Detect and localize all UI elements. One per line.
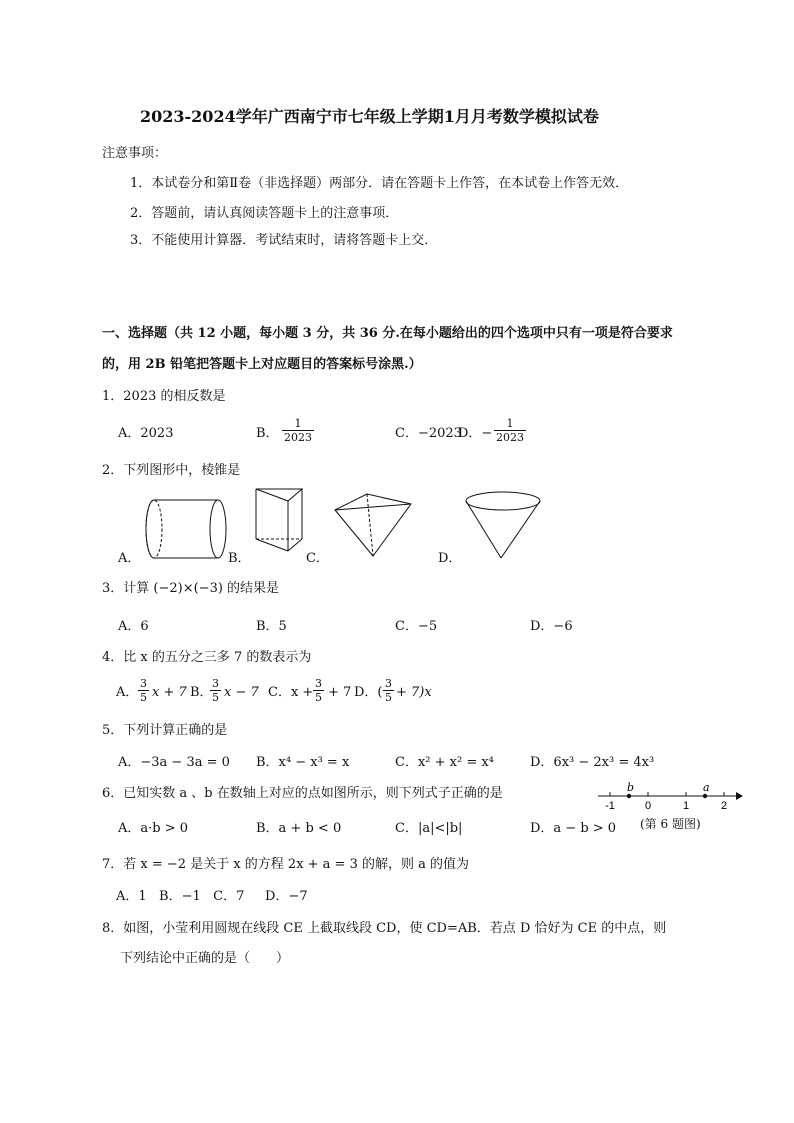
q4-c-fraction xyxy=(313,678,324,703)
section-heading-line1: 一、选择题（共 12 小题，每小题 3 分，共 36 分.在每小题给出的四个选项中只有一项是符合要求 xyxy=(102,326,673,341)
pyramid-figure xyxy=(333,492,413,558)
q4-stem: 4．比 x 的五分之三多 7 的数表示为 xyxy=(102,650,312,665)
q4-c-den: 5 xyxy=(315,691,322,704)
q4-a-fraction xyxy=(138,678,149,703)
q4-option-d-suffix: + 7)x xyxy=(396,685,432,700)
q5-option-d: D．6x³ − 2x³ = 4x³ xyxy=(530,755,655,770)
q6-stem: 6．已知实数 a 、b 在数轴上对应的点如图所示，则下列式子正确的是 xyxy=(102,786,503,801)
q1-b-denominator: 2023 xyxy=(284,431,312,444)
q5-stem: 5．下列计算正确的是 xyxy=(102,723,228,738)
q6-option-c: C．|a|<|b| xyxy=(395,821,463,836)
number-line-tick-label: 2 xyxy=(720,800,728,812)
q4-a-num: 3 xyxy=(140,677,147,690)
q2-option-d: D． xyxy=(438,551,462,566)
q1-option-b-fraction xyxy=(282,418,314,443)
q1-b-numerator: 1 xyxy=(294,417,302,430)
number-line-label-a: a xyxy=(703,781,710,794)
q1-option-c: C．−2023 xyxy=(395,426,462,441)
number-line-caption: (第 6 题图) xyxy=(640,817,701,831)
q4-b-num: 3 xyxy=(212,677,219,690)
q1-option-d-prefix: D．− xyxy=(458,426,493,441)
q4-a-den: 5 xyxy=(140,691,147,704)
q6-option-d: D．a − b > 0 xyxy=(530,821,617,836)
q1-option-b-prefix: B． xyxy=(256,426,279,441)
q7-options: A．1 B．−1 C．7 D．−7 xyxy=(116,889,308,904)
notice-item-1: 1．本试卷分和第Ⅱ卷（非选择题）两部分．请在答题卡上作答，在本试卷上作答无效． xyxy=(130,176,629,191)
q4-option-b-prefix: B． xyxy=(190,685,213,700)
q4-c-num: 3 xyxy=(315,677,322,690)
q4-option-d-prefix: D．( xyxy=(354,685,383,700)
q4-d-fraction xyxy=(383,678,394,703)
number-line-tick-label: -1 xyxy=(605,800,615,812)
q1-option-d-fraction xyxy=(494,418,526,443)
q6-option-b: B．a + b < 0 xyxy=(256,821,342,836)
number-line-point-a xyxy=(703,794,707,798)
q4-option-b-suffix: x − 7 xyxy=(224,685,259,700)
q2-stem: 2．下列图形中，棱锥是 xyxy=(102,463,241,478)
q1-d-denominator: 2023 xyxy=(496,431,524,444)
notice-item-2: 2．答题前，请认真阅读答题卡上的注意事项． xyxy=(130,206,399,221)
q3-option-c: C．−5 xyxy=(395,619,438,634)
number-line-arrow xyxy=(736,792,743,800)
q3-stem: 3．计算 (−2)×(−3) 的结果是 xyxy=(102,581,280,596)
number-line-point-b xyxy=(627,794,631,798)
q8-line2: 下列结论中正确的是（ ） xyxy=(120,951,290,966)
notice-heading: 注意事项： xyxy=(102,146,168,161)
q1-option-a: A．2023 xyxy=(118,426,174,441)
prism-figure xyxy=(254,487,306,553)
cone-figure xyxy=(463,490,543,560)
q5-option-b: B．x⁴ − x³ = x xyxy=(256,755,350,770)
q3-option-d: D．−6 xyxy=(530,619,573,634)
notice-item-3: 3．不能使用计算器．考试结束时，请将答题卡上交． xyxy=(130,233,438,248)
q1-stem: 1．2023 的相反数是 xyxy=(102,389,226,404)
q4-b-fraction xyxy=(210,678,221,703)
q4-d-den: 5 xyxy=(385,691,392,704)
q4-option-c-suffix: + 7 xyxy=(328,685,352,700)
q4-b-den: 5 xyxy=(212,691,219,704)
q4-option-c-prefix: C．x + xyxy=(268,685,314,700)
number-line-label-b: b xyxy=(627,781,635,794)
q2-option-c: C． xyxy=(306,551,329,566)
q4-option-a-suffix: x + 7 xyxy=(152,685,187,700)
number-line-tick-label: 1 xyxy=(682,800,690,812)
section-heading-line2: 的，用 2B 铅笔把答题卡上对应题目的答案标号涂黑.） xyxy=(102,357,422,372)
q3-option-b: B．5 xyxy=(256,619,287,634)
q7-stem: 7．若 x = −2 是关于 x 的方程 2x + a = 3 的解，则 a 的值为 xyxy=(102,857,470,872)
q8-line1: 8．如图，小莹利用圆规在线段 CE 上截取线段 CD，使 CD=AB．若点 D 恰好为 CE 的中点，则 xyxy=(102,921,667,936)
q5-option-a: A．−3a − 3a = 0 xyxy=(118,755,230,770)
q2-option-b: B． xyxy=(228,551,251,566)
number-line-tick-label: 0 xyxy=(644,800,652,812)
q6-option-a: A．a·b > 0 xyxy=(118,821,189,836)
q2-option-a: A． xyxy=(118,551,141,566)
q4-d-num: 3 xyxy=(385,677,392,690)
q5-option-c: C．x² + x² = x⁴ xyxy=(395,755,494,770)
number-line-figure xyxy=(598,782,743,812)
page-title: 2023-2024学年广西南宁市七年级上学期1月月考数学模拟试卷 xyxy=(140,107,599,126)
q4-option-a-prefix: A． xyxy=(116,685,139,700)
cylinder-figure xyxy=(144,497,228,561)
q1-d-numerator: 1 xyxy=(506,417,514,430)
q3-option-a: A．6 xyxy=(118,619,149,634)
